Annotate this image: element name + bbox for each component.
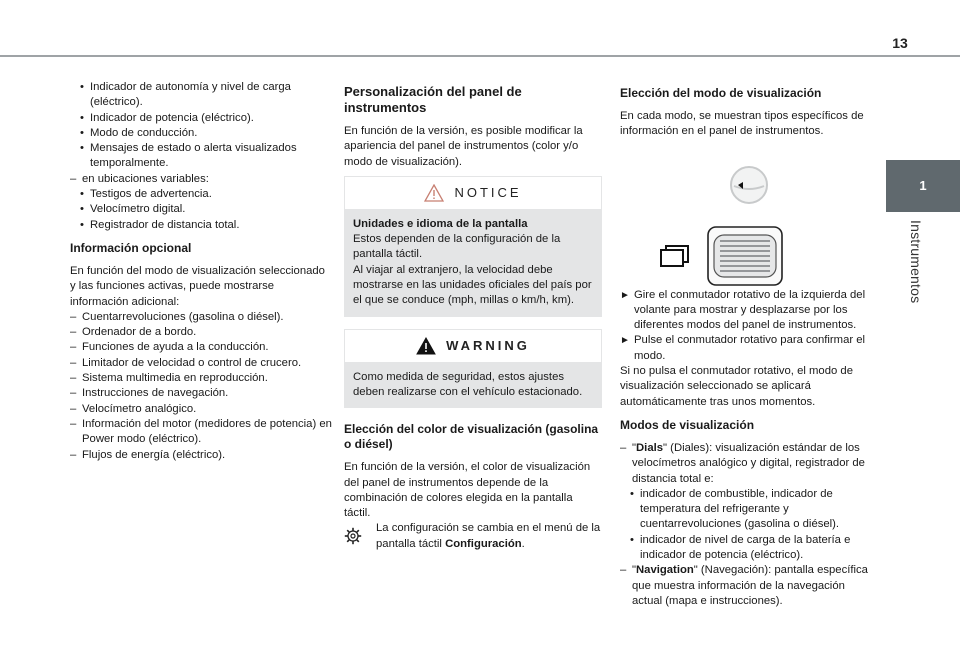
settings-text-suffix: . — [521, 537, 525, 550]
list-item: • indicador de nivel de carga de la batería e indicador de potencia (eléctrico). — [620, 533, 878, 564]
settings-note — [344, 521, 602, 552]
dash-list-b — [70, 310, 332, 463]
modes-list-2 — [620, 563, 878, 609]
list-item: – Funciones de ayuda a la conducción. — [70, 340, 332, 355]
chapter-label: Instrumentos — [908, 220, 924, 304]
notice-body — [344, 209, 602, 317]
step-text: Pulse el conmutador rotativo para confirmar el modo. — [634, 334, 866, 362]
settings-text-prefix: La configuración se cambia en el menú de la pantalla táctil — [376, 522, 601, 550]
mode-description: " (Diales): visualización estándar de los velocímetros analógico y digital, registrador de distancia total e: — [632, 441, 865, 485]
gear-icon — [344, 527, 362, 545]
column-2 — [344, 80, 602, 552]
control-illustration — [620, 150, 878, 280]
list-item: – Ordenador de a bordo. — [70, 325, 332, 340]
header-rule — [0, 55, 960, 57]
notice-triangle-icon — [424, 184, 444, 202]
column-1 — [70, 80, 332, 463]
paragraph: En función del modo de visualización seleccionado y las funciones activas, puede mostrarse información adicional: — [70, 264, 325, 308]
settings-gear-icon-wrap — [344, 521, 366, 552]
list-item: • indicador de combustible, indicador de temperatura del refrigerante y cuentarrevoluciones (gasolina o diésel). — [620, 487, 878, 533]
list-item: • Registrador de distancia total. — [70, 218, 332, 233]
list-item: – Velocímetro analógico. — [70, 402, 332, 417]
list-item: • Indicador de potencia (eléctrico). — [70, 111, 332, 126]
paragraph: En función de la versión, es posible modificar la apariencia del panel de instrumentos (color y/o modo de visualización). — [344, 125, 583, 168]
paragraph: Estos dependen de la configuración de la pantalla táctil. — [353, 233, 561, 261]
paragraph: En función de la versión, el color de visualización del panel de instrumentos depende de la combinación de colores elegida en la pantalla táctil. — [344, 461, 591, 520]
modes-list — [620, 441, 878, 487]
list-item: – Limitador de velocidad o control de crucero. — [70, 356, 332, 371]
bullet-list-a — [70, 80, 332, 172]
warning-box — [344, 329, 602, 409]
list-item: – Flujos de energía (eléctrico). — [70, 448, 332, 463]
warning-triangle-icon — [416, 337, 436, 355]
list-item: – Información del motor (medidores de potencia) en Power modo (eléctrico). — [70, 417, 332, 448]
list-item: • Velocímetro digital. — [70, 202, 332, 217]
column-3 — [620, 80, 878, 609]
warning-body — [344, 362, 602, 409]
mode-description: " (Navegación): pantalla específica que muestra información de la navegación actual (mapa e instrucciones). — [632, 564, 868, 607]
list-item: – Sistema multimedia en reproducción. — [70, 371, 332, 386]
instruction-step — [620, 333, 878, 364]
list-item: – "Dials" (Diales): visualización estándar de los velocímetros analógico y digital, registrador de distancia total e: — [620, 441, 878, 487]
section-heading: Personalización del panel de instrumentos — [344, 84, 522, 115]
page-number: 13 — [892, 35, 908, 51]
notice-header — [344, 176, 602, 209]
steering-wheel-icon — [728, 164, 770, 206]
section-heading: Elección del modo de visualización — [620, 86, 822, 100]
step-text: Gire el conmutador rotativo de la izquierda del volante para mostrar y desplazarse por los diferentes modos del panel de instrumentos. — [634, 288, 866, 332]
settings-text — [376, 521, 602, 552]
list-item: • Modo de conducción. — [70, 126, 332, 141]
list-item: • Indicador de autonomía y nivel de carga (eléctrico). — [70, 80, 332, 111]
paragraph: Si no pulsa el conmutador rotativo, el modo de visualización seleccionado se aplicará automáticamente tras unos momentos. — [620, 365, 853, 408]
section-heading: Modos de visualización — [620, 417, 755, 432]
settings-menu-name: Configuración — [445, 537, 522, 550]
paragraph: Como medida de seguridad, estos ajustes deben realizarse con el vehículo estacionado. — [353, 370, 583, 398]
list-item: – en ubicaciones variables: — [70, 172, 332, 187]
play-arrow-icon: ► — [620, 289, 630, 301]
display-mode-icon — [660, 245, 690, 267]
section-heading: Información opcional — [70, 240, 192, 255]
mode-name: Navigation — [636, 564, 694, 577]
dash-list-a — [70, 172, 332, 187]
play-arrow-icon: ► — [620, 335, 630, 347]
paragraph: En cada modo, se muestran tipos específicos de información en el panel de instrumentos. — [620, 110, 864, 138]
paragraph: Al viajar al extranjero, la velocidad debe mostrarse en las unidades oficiales del país por el que se conduce (mph, millas o km/h, km). — [353, 263, 592, 307]
notice-title: NOTICE — [454, 185, 522, 201]
rotary-switch-icon — [706, 225, 784, 287]
list-item: – Cuentarrevoluciones (gasolina o diésel). — [70, 310, 332, 325]
notice-box — [344, 176, 602, 317]
section-heading: Elección del color de visualización (gasolina o diésel) — [344, 422, 599, 452]
list-item: – Instrucciones de navegación. — [70, 386, 332, 401]
list-item: – "Navigation" (Navegación): pantalla específica que muestra información de la navegación actual (mapa e instrucciones). — [620, 563, 878, 609]
mode-name: Dials — [636, 441, 664, 454]
warning-header — [344, 329, 602, 362]
notice-subtitle: Unidades e idioma de la pantalla — [353, 217, 528, 230]
chapter-tab[interactable]: 1 — [886, 160, 960, 212]
list-item: • Testigos de advertencia. — [70, 187, 332, 202]
dials-sublist — [620, 487, 878, 563]
list-item: • Mensajes de estado o alerta visualizados temporalmente. — [70, 141, 332, 172]
warning-title: WARNING — [446, 338, 530, 354]
instruction-step — [620, 288, 878, 334]
bullet-list-b — [70, 187, 332, 233]
